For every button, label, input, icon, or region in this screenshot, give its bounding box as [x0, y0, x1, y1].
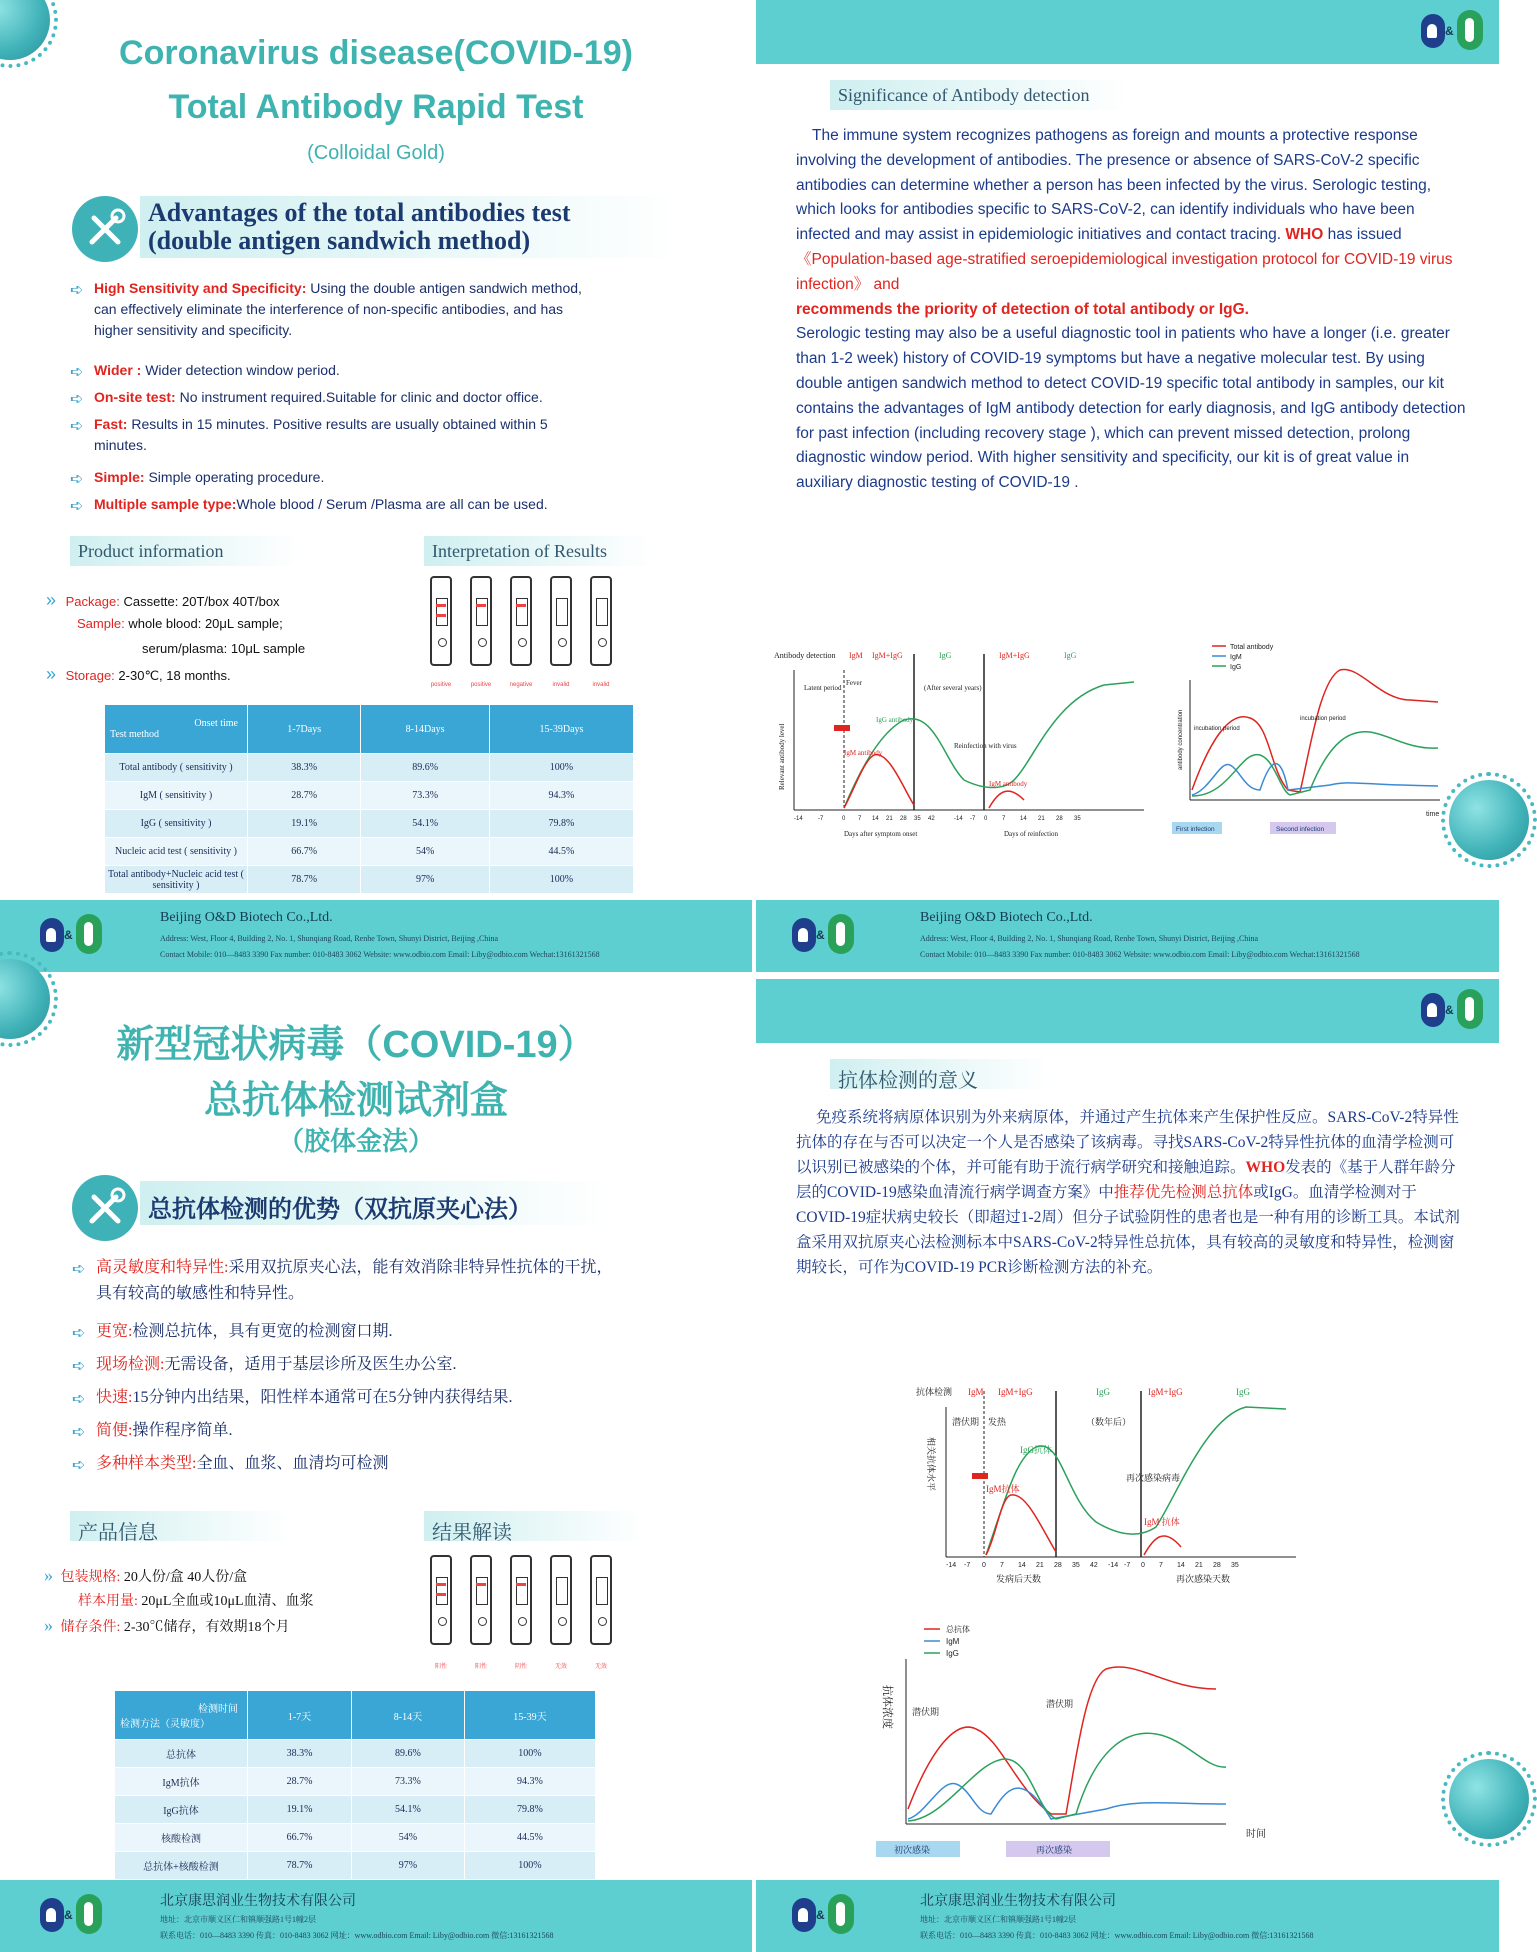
latent-label: Latent period [804, 684, 842, 692]
tick-label: 35 [1231, 1562, 1239, 1569]
advantages-title-line2: (double antigen sandwich method) [148, 226, 531, 255]
table-row: IgM ( sensitivity ) 28.7% 73.3% 94.3% [105, 782, 634, 810]
table-row: IgG ( sensitivity ) 19.1% 54.1% 79.8% [105, 810, 634, 838]
product-title-line3: (Colloidal Gold) [307, 142, 445, 164]
chart-ylabel: Relevant antibody level [778, 723, 786, 790]
bullet-wider: ➪ 更宽:检测总抗体，具有更宽的检测窗口期. [72, 1323, 393, 1342]
company-logo: & [792, 1894, 856, 1938]
antibody-timeline-chart [774, 640, 1154, 840]
significance-text: 免疫系统将病原体识别为外来病原体，并通过产生抗体来产生保护性反应。SARS-CoV-2特异性抗体的存在与否可以决定一个人是否感染了该病毒。寻找SARS-CoV-2特异性抗体的血清学检测可以识别已被感染的个体，并可能有助于流行病学研究和接触追踪。WHO发表的《基于人群年龄分层的COVID-19感染血清流行病学调查方案》中推荐优先检测总抗体或IgG。血清学检测对于COVID-19症状病史较长（即超过1-2周）但分子试验阴性的患者也是一种有用的诊断工具。本试剂盒采用双抗原夹心法检测标本中SARS-CoV-2特异性总抗体，具有较高的灵敏度和特异性，检测窗期较长，可作为COVID-19 PCR诊断检测方法的补充。 [796, 1109, 1460, 1276]
tick-label: 14 [872, 816, 879, 822]
table-row: 核酸检测 66.7% 54% 44.5% [115, 1824, 596, 1852]
cassette-positive-1 [430, 576, 452, 666]
package-line: » 包装规格: 20人份/盒 40人份/盒 [44, 1565, 248, 1585]
reinfection-label: 再次感染病毒 [1126, 1473, 1181, 1483]
sensitivity-table [114, 1690, 596, 1880]
table-corner: Onset time Test method [105, 705, 248, 754]
tick-label: -14 [954, 816, 963, 822]
tick-label: 42 [1090, 1562, 1098, 1569]
svg-text:抗体浓度: 抗体浓度 [881, 1685, 893, 1729]
bullet-onsite: ➪ 现场检测:无需设备，适用于基层诊所及医生办公室. [72, 1356, 457, 1375]
bullet-sensitivity: ➪ 高灵敏度和特异性:采用双抗原夹心法，能有效消除非特异性抗体的干扰， 具有较高的敏感性和特异性。 [72, 1259, 613, 1302]
tick-label: 14 [1020, 816, 1027, 822]
tick-label: -14 [794, 816, 803, 822]
legend-igg: IgG [946, 1649, 959, 1658]
company-contact: Contact Mobile: 010—8483 3390 Fax number: 010-8483 3062 Website: www.odbio.com Email: Liby@odbio.com Wechat:13161321568 [160, 950, 600, 959]
company-logo: & [1421, 989, 1485, 1033]
cassette-negative [510, 576, 532, 666]
sample-line: Sample: whole blood: 20μL sample; [77, 616, 283, 631]
product-title-line2: Total Antibody Rapid Test [168, 88, 584, 126]
fever-label: 发热 [988, 1417, 1007, 1427]
tick-label: 0 [842, 816, 846, 822]
sample-line-2: serum/plasma: 10μL sample [142, 641, 306, 656]
legend-total: 总抗体 [946, 1625, 970, 1634]
chart-top-label: IgG [939, 651, 952, 660]
tick-label: 21 [1036, 1562, 1044, 1569]
product-info-heading: Product information [70, 536, 300, 566]
tools-icon [72, 1175, 138, 1241]
tick-label: 35 [914, 816, 921, 822]
cassette-invalid-2 [590, 576, 612, 666]
company-logo: & [1421, 10, 1485, 54]
antibody-concentration-chart [1170, 640, 1460, 840]
tick-label: -7 [818, 816, 824, 822]
significance-heading: Significance of Antibody detection [830, 80, 1130, 110]
bullet-fast: ➪ Fast: Results in 15 minutes. Positive results are usually obtained within 5 minutes. [70, 416, 548, 453]
igm-antibody-label-2: IgM 抗体 [1144, 1517, 1180, 1527]
interpretation-heading: 结果解读 [424, 1511, 644, 1541]
product-info-heading: 产品信息 [70, 1511, 290, 1541]
col-header: 1-7天 [248, 1691, 352, 1740]
chart-top-label: IgM+IgG [998, 1387, 1033, 1397]
table-row: IgM抗体 28.7% 73.3% 94.3% [115, 1768, 596, 1796]
storage-line: » 储存条件: 2-30℃储存，有效期18个月 [44, 1615, 290, 1635]
arrow-icon: ➪ [70, 364, 84, 381]
second-infection-label: 再次感染 [1036, 1845, 1073, 1855]
table-row: 总抗体 38.3% 89.6% 100% [115, 1740, 596, 1768]
incubation-label-2: 潜伏期 [1046, 1699, 1074, 1709]
company-name: 北京康思润业生物技术有限公司 [920, 1894, 1116, 1909]
tick-label: 7 [1000, 1562, 1004, 1569]
time-label: time [1426, 811, 1440, 818]
igm-antibody-label-2: IgM antibody [989, 780, 1028, 788]
chart-top-label: Antibody detection [774, 651, 836, 660]
company-address: Address: West, Floor 4, Building 2, No. 1, Shunqiang Road, Renhe Town, Shunyi District, Beijing ,China [160, 934, 499, 943]
virus-icon [1449, 780, 1529, 860]
bullet-fast: ➪ 快速:15分钟内出结果，阳性样本通常可在5分钟内获得结果. [72, 1389, 513, 1408]
chart2-ylabel: antibody concentration [1178, 709, 1184, 770]
tick-label: 42 [928, 816, 935, 822]
bullet-simple: ➪ 简便:操作程序简单. [72, 1422, 233, 1441]
cassette-positive-1 [430, 1555, 452, 1645]
col-header: 15-39天 [464, 1691, 595, 1740]
legend-igm: IgM [1230, 654, 1242, 661]
panel-english-front [0, 0, 752, 972]
cassette-negative [510, 1555, 532, 1645]
chart-ticks-2 [954, 816, 1081, 822]
company-logo: & [792, 914, 856, 958]
incubation-label-1: incubation period [1194, 726, 1240, 732]
footer [0, 1880, 752, 1952]
sample-line: 样本用量: 20μL全血或10μL血清、血浆 [78, 1594, 314, 1609]
arrow-icon: ➪ [70, 282, 84, 299]
tick-label: -7 [1124, 1562, 1131, 1569]
tick-label: -7 [970, 816, 976, 822]
incubation-label-1: 潜伏期 [912, 1707, 940, 1717]
chart-xlabel-1: Days after symptom onset [844, 830, 918, 838]
first-infection-label: 初次感染 [894, 1845, 931, 1855]
tick-label: 28 [1213, 1562, 1221, 1569]
igg-antibody-label: IgG antibody [876, 716, 914, 724]
product-title-line1: Coronavirus disease(COVID-19) [119, 34, 633, 72]
company-name: 北京康思润业生物技术有限公司 [160, 1894, 356, 1909]
chart-ticks-1 [946, 1562, 1098, 1569]
igg-antibody-label: IgG抗体 [1020, 1445, 1052, 1455]
chart-top-label: IgG [1064, 651, 1077, 660]
chart-top-label: IgG [1096, 1387, 1110, 1397]
arrow-icon: ➪ [70, 498, 84, 515]
tick-label: -7 [964, 1562, 971, 1569]
tick-label: 28 [1054, 1562, 1062, 1569]
col-header: 8-14天 [351, 1691, 464, 1740]
chart-top-label: IgM+IgG [999, 651, 1030, 660]
arrow-icon: ➪ [70, 391, 84, 408]
product-title-line1: 新型冠状病毒（COVID-19） [116, 1024, 596, 1066]
tick-label: 21 [886, 816, 893, 822]
table-row: 总抗体+核酸检测 78.7% 97% 100% [115, 1852, 596, 1880]
incubation-label-2: incubation period [1300, 716, 1346, 722]
advantages-title: 总抗体检测的优势（双抗原夹心法） [148, 1196, 532, 1223]
chart-top-label: 抗体检测 [916, 1387, 953, 1397]
company-logo: & [40, 914, 104, 958]
company-address: 地址：北京市顺义区仁和镇顺强路1号1幢2层 [920, 1915, 1076, 1924]
tick-label: 28 [1056, 816, 1063, 822]
bullet-sensitivity: ➪ High Sensitivity and Specificity: Using the double antigen sandwich method, can effectively eliminate the interference of non-specific antibodies, and has higher sensitivity and specificity. [70, 280, 582, 338]
bullet-onsite: ➪ On-site test: No instrument required.Suitable for clinic and doctor office. [70, 389, 543, 408]
advantages-title-line1: Advantages of the total antibodies test [148, 198, 571, 227]
chart-xlabel-2: Days of reinfection [1004, 830, 1059, 838]
chart-top-label: IgM [968, 1387, 984, 1397]
chart-xlabel-1: 发病后天数 [996, 1574, 1042, 1584]
product-title-line2: 总抗体检测试剂盒 [203, 1080, 508, 1122]
after-years-label: (After several years) [924, 684, 982, 692]
legend-igm: IgM [946, 1637, 960, 1646]
tick-label: 0 [984, 816, 988, 822]
arrow-icon: ➪ [70, 471, 84, 488]
time-label: 时间 [1246, 1829, 1266, 1840]
double-chevron-icon: » [46, 664, 57, 684]
company-address: Address: West, Floor 4, Building 2, No. 1, Shunqiang Road, Renhe Town, Shunyi District, Beijing ,China [920, 934, 1259, 943]
sensitivity-table [104, 704, 634, 894]
bullet-simple: ➪ Simple: Simple operating procedure. [70, 469, 325, 488]
table-row: IgG抗体 19.1% 54.1% 79.8% [115, 1796, 596, 1824]
table-corner: 检测时间 检测方法（灵敏度） [115, 1691, 248, 1740]
chart-ylabel [926, 1437, 937, 1491]
legend-igg: IgG [1230, 664, 1242, 671]
storage-line: » Storage: 2-30℃, 18 months. [46, 664, 231, 684]
table-row: Total antibody ( sensitivity ) 38.3% 89.6% 100% [105, 754, 634, 782]
company-contact: Contact Mobile: 010—8483 3390 Fax number: 010-8483 3062 Website: www.odbio.com Email: Liby@odbio.com Wechat:13161321568 [920, 950, 1360, 959]
cassette-invalid-1 [550, 1555, 572, 1645]
footer [0, 900, 752, 972]
significance-text: The immune system recognizes pathogens as foreign and mounts a protective response involving the development of antibodies. The presence or absence of SARS-CoV-2 specific antibodies can determine whether a person has been infected by the virus. Serologic testing, which looks for antibodies specific to SARS-CoV-2, can identify individuals who have been infected and may assist in epidemiologic initiatives and contact tracing. WHO has issued 《Population-based age-stratified seroepidemiological investigation protocol for COVID-19 virus infection》 and recommends the priority of detection of total antibody or IgG. Serologic testing may also be a useful diagnostic tool in patients who have a longer (i.e. greater than 1-2 week) history of COVID-19 symptoms but have a negative molecular test. By using double antigen sandwich method to detect COVID-19 specific total antibody in samples, our kit contains the advantages of IgM antibody detection for early diagnosis, and IgG antibody detection for past infection (including recovery stage ), which can prevent missed detection, prolong diagnostic window period. With higher sensitivity and specificity, our kit is of great value in auxiliary diagnostic testing of COVID-19 . [796, 127, 1466, 492]
arrow-icon: ➪ [70, 418, 84, 435]
svg-text:相关抗体水平: 相关抗体水平 [926, 1437, 936, 1492]
antibody-timeline-chart [916, 1377, 1306, 1587]
tick-label: 0 [1141, 1562, 1145, 1569]
arrow-icon: ➪ [72, 1325, 86, 1342]
panel-english-back [756, 0, 1499, 972]
arrow-icon: ➪ [72, 1261, 86, 1278]
chart-ticks-2 [1108, 1562, 1239, 1569]
company-logo: & [40, 1894, 104, 1938]
tick-label: 35 [1074, 816, 1081, 822]
tick-label: 7 [1002, 816, 1006, 822]
chart-top-label: IgM [849, 651, 863, 660]
company-name: Beijing O&D Biotech Co.,Ltd. [160, 910, 333, 925]
arrow-icon: ➪ [72, 1424, 86, 1441]
top-band [756, 979, 1499, 1043]
tick-label: 21 [1038, 816, 1045, 822]
tick-label: 21 [1195, 1562, 1203, 1569]
bullet-wider: ➪ Wider : Wider detection window period. [70, 362, 340, 381]
advantages-heading-bar [140, 196, 680, 258]
cassette-invalid-2 [590, 1555, 612, 1645]
tick-label: 7 [1159, 1562, 1163, 1569]
chart-ticks-1 [794, 816, 935, 822]
igm-antibody-label: IgM抗体 [986, 1484, 1020, 1494]
tools-icon [72, 196, 138, 262]
antibody-concentration-chart [881, 1619, 1276, 1869]
company-name: Beijing O&D Biotech Co.,Ltd. [920, 910, 1093, 925]
cassette-positive-2 [470, 1555, 492, 1645]
col-header: 8-14Days [361, 705, 490, 754]
arrow-icon: ➪ [72, 1391, 86, 1408]
after-years-label: （数年后） [1086, 1417, 1132, 1427]
chart2-ylabel [881, 1685, 895, 1729]
col-header: 1-7Days [248, 705, 361, 754]
test-cassettes: positive positive negative invalid invalid [430, 576, 640, 696]
tick-label: 0 [982, 1562, 986, 1569]
significance-heading: 抗体检测的意义 [830, 1059, 1050, 1089]
first-infection-label: First infection [1176, 826, 1215, 833]
igm-antibody-label: IgM antibody [844, 749, 883, 757]
footer [756, 900, 1499, 972]
tick-label: -14 [1108, 1562, 1119, 1569]
interpretation-heading: Interpretation of Results [424, 536, 654, 566]
panel-chinese-back [756, 979, 1499, 1952]
double-chevron-icon: » [46, 590, 57, 610]
company-address: 地址：北京市顺义区仁和镇顺强路1号1幢2层 [160, 1915, 316, 1924]
footer [756, 1880, 1499, 1952]
col-header: 15-39Days [489, 705, 633, 754]
tick-label: -14 [946, 1562, 957, 1569]
tick-label: 7 [858, 816, 862, 822]
package-line: » Package: Cassette: 20T/box 40T/box [46, 590, 280, 610]
company-contact: 联系电话：010—8483 3390 传真：010-8483 3062 网址：www.odbio.com Email: Liby@odbio.com 微信:13161321568 [920, 1931, 1314, 1940]
second-infection-label: Second infection [1276, 826, 1325, 833]
table-row: Nucleic acid test ( sensitivity ) 66.7% 54% 44.5% [105, 838, 634, 866]
legend-total: Total antibody [1230, 644, 1274, 651]
chart-xlabel-2: 再次感染天数 [1176, 1574, 1231, 1584]
fever-label: Fever [846, 679, 862, 687]
cassette-positive-2 [470, 576, 492, 666]
reinfection-label: Reinfection with virus [954, 742, 1017, 750]
double-chevron-icon: » [44, 1615, 53, 1635]
tick-label: 28 [900, 816, 907, 822]
table-row: Total antibody+Nucleic acid test ( sensitivity ) 78.7% 97% 100% [105, 866, 634, 894]
product-title-line3: （胶体金法） [277, 1126, 434, 1156]
bullet-sample-type: ➪ Multiple sample type:Whole blood / Serum /Plasma are all can be used. [70, 496, 548, 515]
bullet-sample-type: ➪ 多种样本类型:全血、血浆、血清均可检测 [72, 1455, 389, 1474]
advantages-heading-bar [140, 1181, 610, 1225]
chart-top-label: IgG [1236, 1387, 1250, 1397]
tick-label: 35 [1072, 1562, 1080, 1569]
cassette-invalid-1 [550, 576, 572, 666]
company-contact: 联系电话：010—8483 3390 传真：010-8483 3062 网址：www.odbio.com Email: Liby@odbio.com 微信:13161321568 [160, 1931, 554, 1940]
top-band [756, 0, 1499, 64]
tick-label: 14 [1177, 1562, 1185, 1569]
double-chevron-icon: » [44, 1565, 53, 1585]
test-cassettes: 阳性 阳性 阴性 无效 无效 [430, 1555, 640, 1675]
tick-label: 14 [1018, 1562, 1026, 1569]
panel-chinese-front [0, 979, 752, 1952]
chart-top-label: IgM+IgG [872, 651, 903, 660]
chart-top-label: IgM+IgG [1148, 1387, 1183, 1397]
latent-label: 潜伏期 [952, 1417, 980, 1427]
arrow-icon: ➪ [72, 1358, 86, 1375]
virus-icon [1449, 1759, 1529, 1839]
arrow-icon: ➪ [72, 1457, 86, 1474]
